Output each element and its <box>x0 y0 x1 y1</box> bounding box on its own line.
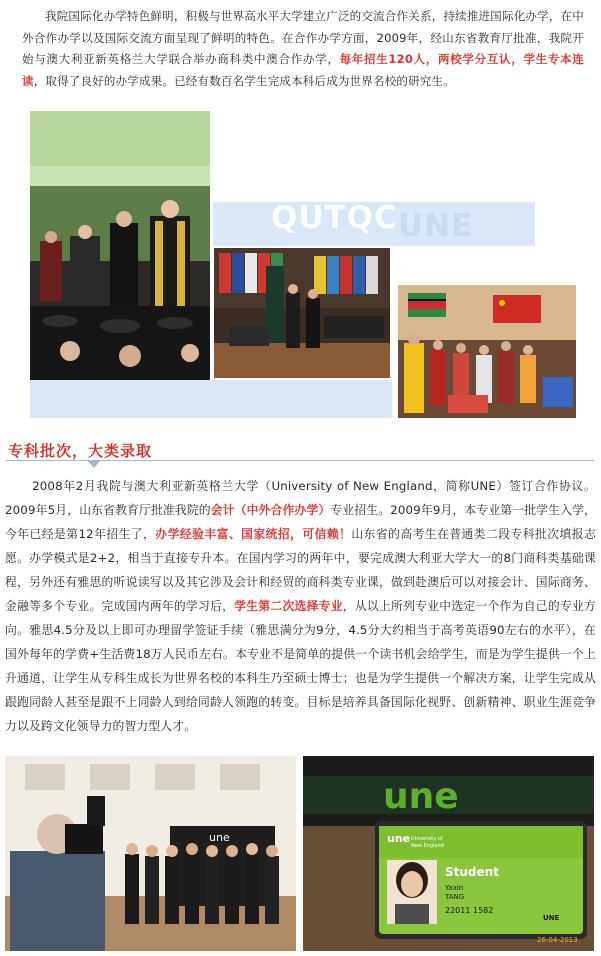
collage-bg-left <box>30 380 392 418</box>
photo-student-card <box>303 756 594 951</box>
photo-date-stamp: 26-04-2013 <box>537 936 578 944</box>
photo-ceremony-flags <box>214 248 390 378</box>
body-text-1: 2008年2月我院与澳大利亚新英格兰大学（University of New England，简称UNE）签订合作协议。2009年5月，山东省教育厅批准我院的 <box>5 479 596 517</box>
student-card-image <box>303 756 594 951</box>
body-highlight-1: 会计（中外合作办学） <box>210 503 331 517</box>
card-name-first: Yaxin <box>445 884 464 892</box>
une-watermark: UNE <box>398 208 474 244</box>
intro-highlight: 每年招生120人，两校学分互认，学生专本连读 <box>22 52 585 88</box>
graduation-outdoor-image <box>30 111 210 380</box>
lanyard-une-text: une <box>383 776 459 817</box>
photo-cultural-event <box>398 285 576 418</box>
card-university-line1: University of <box>411 836 443 842</box>
card-name-last: TANG <box>445 893 465 901</box>
body-text-4: ，从以上所列专业中选定一个作为自己的专业方向。雅思4.5分及以上即可办理留学签证手续（雅思满分为9分，4.5分大约相当于高考英语90左右的水平），在国外每年的学费+生活费18万人民币左右。本专业不是简单的提供一个读书机会给学生，而是为学生提供一个上升通道，让学生从专科生成长为世界名校的本科生乃至硕士博士；也是为学生提供一个解决方案，让学生完成从跟跑同龄人甚至是跟不上同龄人到给同龄人领跑的转变。目标是培养具备国际化视野、创新精神、职业生涯竞争力以及跨文化领导力的智力型人才。 <box>5 599 596 733</box>
intro-paragraph <box>22 6 584 92</box>
photo-graduation-outdoor <box>30 111 210 380</box>
graduates-group-image <box>5 756 296 951</box>
intro-text-end: ，取得了良好的办学成果。已经有数百名学生完成本科后成为世界名校的研究生。 <box>33 73 455 88</box>
section-title: 专科批次，大类录取 <box>8 442 153 460</box>
intro-text: 我院国际化办学特色鲜明，积极与世界高水平大学建立广泛的交流合作关系，持续推进国际化办学，在中外合作办学以及国际交流方面呈现了鲜明的特色。在合作办学方面，2009年，经山东省教育厅批准，我院开始与澳大利亚新英格兰大学联合举办商科类中澳合作办学， <box>22 9 584 66</box>
body-text-2: 专业招生。2009年9月，本专业第一批学生入学，今年已经是第12年招生了， <box>5 503 596 541</box>
card-student-label: Student <box>445 865 499 879</box>
card-number: 22011 1582 <box>445 906 494 915</box>
ceremony-flags-image <box>214 248 390 378</box>
qutqc-watermark: QUTQC <box>271 200 398 236</box>
card-logo-text: une <box>387 832 411 845</box>
photo-graduates-group <box>5 756 296 951</box>
card-small-logo: UNE <box>543 914 560 922</box>
banner-une-text: une <box>209 831 230 844</box>
body-paragraph <box>5 474 596 738</box>
body-highlight-2: 办学经验丰富、国家统招，可信赖！ <box>155 527 352 541</box>
cultural-event-image <box>398 285 576 418</box>
body-highlight-3: 学生第二次选择专业 <box>234 599 343 613</box>
section-divider-arrow <box>88 461 100 468</box>
card-university-line2: New England <box>411 843 444 849</box>
body-text-3: 山东省的高考生在普通类二段专科批次填报志愿。办学模式是2+2，相当于直接专升本。在国内学习的两年中，要完成澳大利亚大学大一的8门商科类基础课程，另外还有雅思的听说读写以及其它涉及会计和经贸的商科类专业课，做到赴澳后可以对接会计、国际商务、金融等多个专业。完成国内两年的学习后， <box>5 527 596 613</box>
